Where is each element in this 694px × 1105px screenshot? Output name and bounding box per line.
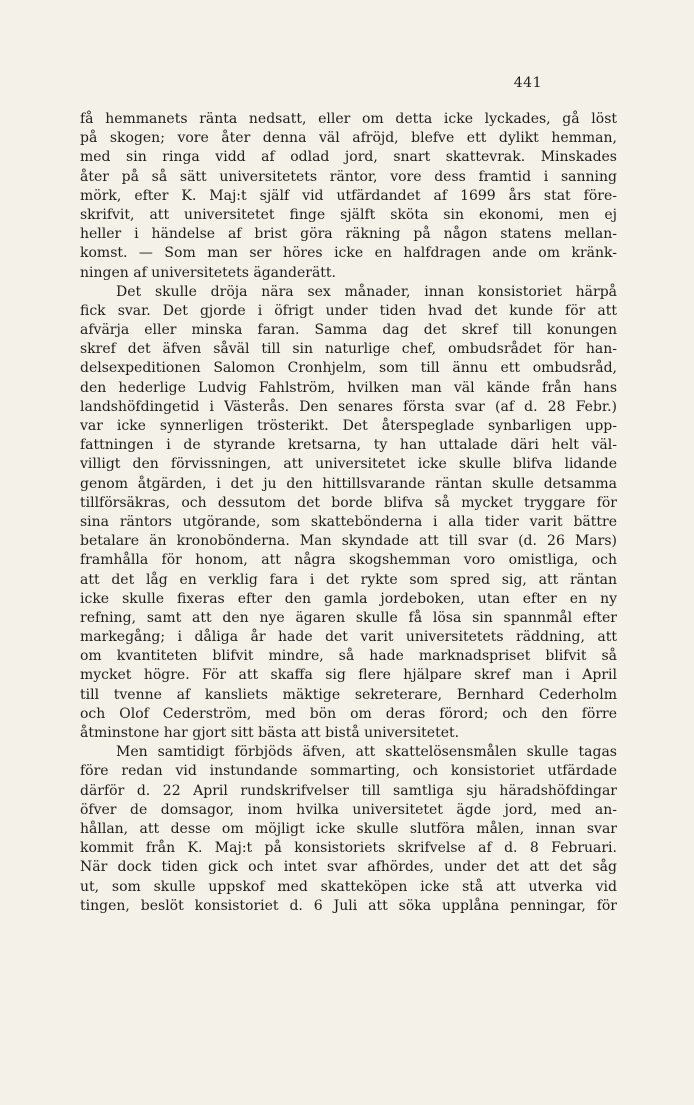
- text-line: att det låg en verklig fara i det rykte som spred sig, att räntan: [80, 571, 617, 588]
- text-line: ut, som skulle uppskof med skatteköpen icke stå att utverka vid: [80, 878, 617, 895]
- text-line: kommit från K. Maj:t på konsistoriets skrifvelse af d. 8 Februari.: [80, 840, 617, 857]
- text-line: genom åtgärden, i det ju den hittillsvarande räntan skulle detsamma: [80, 475, 617, 492]
- text-line: fick svar. Det gjorde i öfrigt under tiden hvad det kunde för att: [80, 302, 617, 319]
- text-line: mycket högre. För att skaffa sig flere hjälpare skref man i April: [80, 667, 617, 684]
- text-line: markegång; i dåliga år hade det varit universitetets räddning, att: [80, 629, 617, 646]
- text-line: Det skulle dröja nära sex månader, innan konsistoriet härpå: [116, 283, 617, 300]
- text-line: delsexpeditionen Salomon Cronhjelm, som till ännu ett ombudsråd,: [80, 360, 617, 377]
- text-line: komst. — Som man ser höres icke en halfdragen ande om kränk-: [80, 245, 617, 262]
- text-line: med sin ringa vidd af odlad jord, snart skattevrak. Minskades: [80, 149, 617, 166]
- text-line: skrifvit, att universitetet finge själft sköta sin ekonomi, men ej: [80, 206, 617, 223]
- text-line: öfver de domsagor, inom hvilka universitetet ägde jord, med an-: [80, 801, 617, 818]
- text-line: och Olof Cederström, med bön om deras förord; och den förre: [80, 705, 617, 722]
- text-line: var icke synnerligen trösterikt. Det återspeglade synbarligen upp-: [80, 418, 617, 434]
- text-line: mörk, efter K. Maj:t själf vid utfärdandet af 1699 års stat före-: [80, 187, 617, 204]
- body-text: [80, 110, 617, 916]
- text-line: refning, samt att den nye ägaren skulle få lösa sin spannmål efter: [80, 609, 617, 626]
- text-line: ningen af universitetets äganderätt.: [80, 264, 337, 281]
- text-line: på skogen; vore åter denna väl afröjd, blefve ett dylikt hemman,: [80, 130, 617, 147]
- text-line: få hemmanets ränta nedsatt, eller om detta icke lyckades, gå löst: [80, 111, 617, 127]
- text-line: fattningen i de styrande kretsarna, ty han uttalade däri helt väl-: [80, 437, 617, 454]
- text-line: åtminstone har gjort sitt bästa att bistå universitetet.: [80, 725, 460, 741]
- text-line: heller i händelse af brist göra räkning på någon statens mellan-: [80, 226, 617, 243]
- text-line: åter på så sätt universitetets räntor, vore dess framtid i sanning: [80, 168, 617, 185]
- page-number: 441: [513, 75, 542, 91]
- text-line: icke skulle fixeras efter den gamla jordeboken, utan efter en ny: [80, 590, 617, 607]
- text-line: tillförsäkras, och dessutom det borde blifva så mycket tryggare för: [80, 494, 617, 511]
- text-line: villigt den förvissningen, att universitetet icke skulle blifva lidande: [80, 456, 617, 473]
- text-line: skref det äfven såväl till sin naturlige chef, ombudsrådet för han-: [80, 341, 617, 358]
- text-line: afvärja eller minska faran. Samma dag det skref till konungen: [80, 322, 617, 339]
- text-line: När dock tiden gick och intet svar afhördes, under det att det såg: [80, 859, 617, 876]
- text-line: betalare än kronobönderna. Man skyndade att till svar (d. 26 Mars): [80, 533, 617, 550]
- text-line: den hederlige Ludvig Fahlström, hvilken man väl kände från hans: [80, 379, 617, 396]
- text-line: till tvenne af kansliets mäktige sekreterare, Bernhard Cederholm: [80, 686, 617, 703]
- text-line: därför d. 22 April rundskrifvelser till samtliga sju häradshöfdingar: [80, 782, 617, 799]
- text-line: tingen, beslöt konsistoriet d. 6 Juli att söka upplåna penningar, för: [80, 897, 617, 914]
- text-line: Men samtidigt förbjöds äfven, att skattelösensmålen skulle tagas: [116, 744, 617, 761]
- text-line: före redan vid instundande sommarting, och konsistoriet utfärdade: [80, 763, 617, 780]
- text-line: framhålla för honom, att några skogshemman voro omistliga, och: [80, 552, 617, 569]
- text-line: om kvantiteten blifvit mindre, så hade marknadspriset blifvit så: [80, 648, 617, 665]
- text-line: landshöfdingetid i Västerås. Den senares första svar (af d. 28 Febr.): [80, 398, 617, 415]
- text-line: sina räntors utgörande, som skattebönderna i alla tider varit bättre: [80, 513, 617, 530]
- text-line: hållan, att desse om möjligt icke skulle slutföra målen, innan svar: [80, 820, 617, 837]
